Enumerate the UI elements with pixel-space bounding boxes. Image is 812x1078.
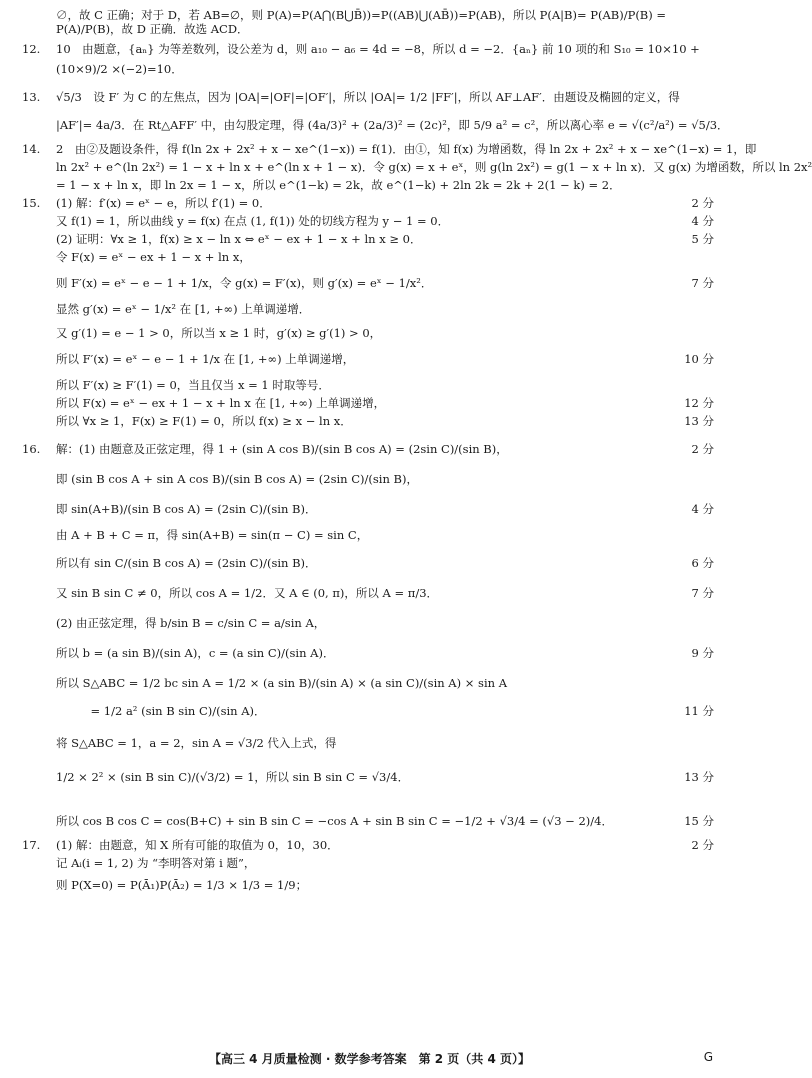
- answer-line: [22, 414, 722, 428]
- answer-line: [22, 22, 722, 36]
- answer-text: (1) 解：f′(x) = eˣ − e，所以 f′(1) = 0．: [56, 196, 271, 210]
- answer-text: 所以 S△ABC = 1/2 bc sin A = 1/2 × (a sin B)/(sin A) × (a sin C)/(sin A) × sin A: [56, 676, 507, 690]
- answer-page: [22, 8, 812, 1048]
- answer-line: [22, 142, 757, 156]
- answer-line: [22, 676, 722, 690]
- score-mark: 4 分: [691, 214, 714, 228]
- question-number: 16.: [22, 442, 41, 456]
- question-number: 12.: [22, 42, 41, 56]
- answer-line: [22, 62, 722, 76]
- score-mark: 2 分: [691, 196, 714, 210]
- score-mark: 6 分: [691, 556, 714, 570]
- answer-line: [22, 232, 722, 246]
- answer-text: 令 F(x) = eˣ − ex + 1 − x + ln x，: [56, 250, 251, 264]
- answer-text: 由 A + B + C = π，得 sin(A+B) = sin(π − C) = sin C，: [56, 528, 369, 542]
- answer-line: [22, 856, 722, 870]
- answer-text: 所以 b = (a sin B)/(sin A)，c = (a sin C)/(sin A)．: [56, 646, 335, 660]
- answer-line: [22, 586, 722, 600]
- answer-line: [22, 396, 722, 410]
- answer-text: 所以 cos B cos C = cos(B+C) + sin B sin C = −cos A + sin B sin C = −1/2 + √3/4 = (√3 − 2)/4．: [56, 814, 613, 828]
- answer-line: [22, 250, 722, 264]
- answer-text: = 1 − x + ln x，即 ln 2x = 1 − x，所以 e^(1−k) = 2k，故 e^(1−k) + 2ln 2k = 2k + 2(1 − k) = 2．: [56, 178, 621, 192]
- answer-text: ln 2x² + e^(ln 2x²) = 1 − x + ln x + e^(ln x + 1 − x)．令 g(x) = x + eˣ，则 g(ln 2x²) = g(1 − x + ln x)．又 g(x) 为增函数，所以 ln 2x²: [56, 160, 812, 174]
- score-mark: 11 分: [684, 704, 714, 718]
- answer-text: 即 sin(A+B)/(sin B cos A) = (2sin C)/(sin B)．: [56, 502, 317, 516]
- answer-text: 所以有 sin C/(sin B cos A) = (2sin C)/(sin B)．: [56, 556, 317, 570]
- answer-text: ∅，故 C 正确；对于 D，若 AB=∅，则 P(A)=P(A⋂(B⋃B̄))=P((AB)⋃(AB̄))=P(AB)，所以 P(A|B)= P(AB)/P(B) =: [56, 8, 667, 22]
- page-footer: [0, 1050, 739, 1067]
- score-mark: 2 分: [691, 838, 714, 852]
- answer-text: √5/3 设 F′ 为 C 的左焦点，因为 |OA|=|OF|=|OF′|，所以 |OA|= 1/2 |FF′|，所以 AF⊥AF′．由题设及椭圆的定义，得: [56, 90, 680, 104]
- answer-text: 10 由题意，{aₙ} 为等差数列，设公差为 d，则 a₁₀ − a₆ = 4d = −8，所以 d = −2．{aₙ} 前 10 项的和 S₁₀ = 10×10 +: [56, 42, 700, 56]
- answer-text: 显然 g′(x) = eˣ − 1/x² 在 [1, +∞) 上单调递增．: [56, 302, 311, 316]
- answer-line: [22, 616, 722, 630]
- answer-text: (10×9)/2 ×(−2)=10．: [56, 62, 183, 76]
- answer-line: [22, 42, 722, 56]
- answer-line: [22, 8, 722, 22]
- answer-line: [22, 178, 722, 192]
- answer-line: [22, 214, 722, 228]
- score-mark: 13 分: [684, 414, 714, 428]
- answer-text: 所以 ∀x ≥ 1，F(x) ≥ F(1) = 0，所以 f(x) ≥ x − ln x．: [56, 414, 352, 428]
- footer-code: G: [703, 1050, 713, 1064]
- answer-line: [22, 814, 722, 828]
- answer-line: [22, 878, 722, 892]
- answer-line: [22, 838, 722, 852]
- answer-text: (2) 由正弦定理，得 b/sin B = c/sin C = a/sin A，: [56, 616, 326, 630]
- answer-line: [22, 442, 722, 456]
- answer-line: [22, 646, 722, 660]
- answer-line: [22, 556, 722, 570]
- answer-line: [22, 528, 722, 542]
- question-number: 15.: [22, 196, 41, 210]
- answer-text: 1/2 × 2² × (sin B sin C)/(√3/2) = 1，所以 sin B sin C = √3/4．: [56, 770, 410, 784]
- answer-line: [22, 352, 722, 366]
- score-mark: 5 分: [691, 232, 714, 246]
- answer-line: [22, 160, 812, 174]
- answer-text: 所以 F′(x) ≥ F′(1) = 0，当且仅当 x = 1 时取等号．: [56, 378, 330, 392]
- answer-line: [22, 276, 722, 290]
- answer-line: [22, 118, 729, 132]
- score-mark: 13 分: [684, 770, 714, 784]
- answer-text: 即 (sin B cos A + sin A cos B)/(sin B cos A) = (2sin C)/(sin B)，: [56, 472, 418, 486]
- answer-text: = 1/2 a² (sin B sin C)/(sin A)．: [56, 704, 266, 718]
- score-mark: 7 分: [691, 276, 714, 290]
- answer-text: 则 P(X=0) = P(Ā₁)P(Ā₂) = 1/3 × 1/3 = 1/9；: [56, 878, 308, 892]
- answer-text: 所以 F(x) = eˣ − ex + 1 − x + ln x 在 [1, +∞) 上单调递增，: [56, 396, 386, 410]
- answer-line: [22, 472, 722, 486]
- answer-text: |AF′|= 4a/3．在 Rt△AFF′ 中，由勾股定理，得 (4a/3)² + (2a/3)² = (2c)²，即 5/9 a² = c²，所以离心率 e = √(c²/a²) = √5/3．: [56, 118, 729, 132]
- answer-line: [22, 378, 722, 392]
- answer-line: [22, 502, 722, 516]
- answer-line: [22, 302, 722, 316]
- answer-text: (2) 证明：∀x ≥ 1，f(x) ≥ x − ln x ⇔ eˣ − ex + 1 − x + ln x ≥ 0．: [56, 232, 422, 246]
- answer-line: [22, 196, 722, 210]
- answer-line: [22, 704, 722, 718]
- footer-title: 【高三 4 月质量检测 · 数学参考答案 第 2 页（共 4 页）】: [208, 1052, 531, 1066]
- answer-text: 解：(1) 由题意及正弦定理，得 1 + (sin A cos B)/(sin B cos A) = (2sin C)/(sin B)，: [56, 442, 508, 456]
- answer-line: [22, 326, 722, 340]
- score-mark: 4 分: [691, 502, 714, 516]
- score-mark: 2 分: [691, 442, 714, 456]
- question-number: 17.: [22, 838, 41, 852]
- score-mark: 9 分: [691, 646, 714, 660]
- answer-text: 记 Aᵢ(i = 1, 2) 为 “李明答对第 i 题”，: [56, 856, 256, 870]
- answer-line: [22, 90, 722, 104]
- answer-line: [22, 736, 722, 750]
- score-mark: 15 分: [684, 814, 714, 828]
- answer-line: [22, 770, 722, 784]
- answer-text: 又 sin B sin C ≠ 0，所以 cos A = 1/2．又 A ∈ (0, π)，所以 A = π/3．: [56, 586, 439, 600]
- answer-text: 所以 F′(x) = eˣ − e − 1 + 1/x 在 [1, +∞) 上单调递增，: [56, 352, 355, 366]
- score-mark: 12 分: [684, 396, 714, 410]
- score-mark: 7 分: [691, 586, 714, 600]
- answer-text: 2 由②及题设条件，得 f(ln 2x + 2x² + x − xe^(1−x)) = f(1)．由①，知 f(x) 为增函数，得 ln 2x + 2x² + x − xe^(1−x) = 1，即: [56, 142, 757, 156]
- answer-text: 将 S△ABC = 1，a = 2，sin A = √3/2 代入上式，得: [56, 736, 337, 750]
- answer-text: (1) 解：由题意，知 X 所有可能的取值为 0，10，30．: [56, 838, 339, 852]
- answer-text: 又 f(1) = 1，所以曲线 y = f(x) 在点 (1, f(1)) 处的切线方程为 y − 1 = 0．: [56, 214, 450, 228]
- question-number: 14.: [22, 142, 41, 156]
- answer-text: P(A)/P(B)，故 D 正确．故选 ACD．: [56, 22, 249, 36]
- answer-text: 则 F′(x) = eˣ − e − 1 + 1/x，令 g(x) = F′(x)，则 g′(x) = eˣ − 1/x²．: [56, 276, 433, 290]
- score-mark: 10 分: [684, 352, 714, 366]
- answer-text: 又 g′(1) = e − 1 > 0，所以当 x ≥ 1 时，g′(x) ≥ g′(1) > 0，: [56, 326, 382, 340]
- question-number: 13.: [22, 90, 41, 104]
